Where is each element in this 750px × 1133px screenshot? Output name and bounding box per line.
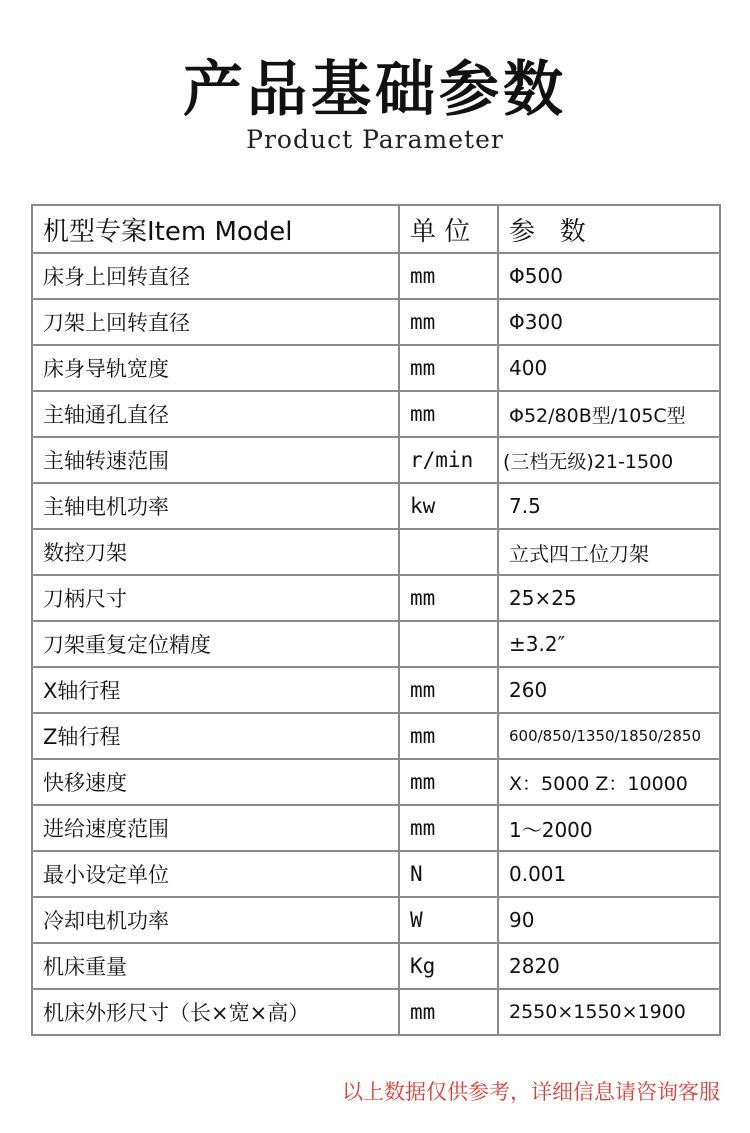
row-item: 主轴电机功率 — [32, 483, 399, 529]
row-value: 260 — [498, 667, 720, 713]
disclaimer-note: 以上数据仅供参考，详细信息请咨询客服 — [342, 1080, 720, 1104]
table-row — [32, 713, 720, 759]
table-row — [32, 989, 720, 1035]
table-row — [32, 529, 720, 575]
table-row — [32, 345, 720, 391]
row-item: 机床重量 — [32, 943, 399, 989]
row-item: 数控刀架 — [32, 529, 399, 575]
row-unit: mm — [399, 253, 498, 299]
row-value: ±3.2″ — [498, 621, 720, 667]
table-row — [32, 851, 720, 897]
row-item: 床身导轨宽度 — [32, 345, 399, 391]
row-unit: W — [399, 897, 498, 943]
table-header-row — [32, 205, 720, 253]
row-item: 最小设定单位 — [32, 851, 399, 897]
row-item: 进给速度范围 — [32, 805, 399, 851]
row-item: 快移速度 — [32, 759, 399, 805]
row-unit: mm — [399, 759, 498, 805]
row-value: 600/850/1350/1850/2850 — [498, 713, 720, 759]
row-unit: mm — [399, 345, 498, 391]
row-unit: mm — [399, 667, 498, 713]
row-item: 主轴通孔直径 — [32, 391, 399, 437]
column-header-unit: 单 位 — [399, 205, 498, 253]
row-unit — [399, 529, 498, 575]
page-title: 产品基础参数 — [183, 55, 567, 125]
row-item: 刀架重复定位精度 — [32, 621, 399, 667]
table-row — [32, 253, 720, 299]
row-value: 25×25 — [498, 575, 720, 621]
table-row — [32, 483, 720, 529]
row-value: Φ300 — [498, 299, 720, 345]
row-value: 400 — [498, 345, 720, 391]
row-value: 90 — [498, 897, 720, 943]
row-item: Z轴行程 — [32, 713, 399, 759]
row-unit — [399, 621, 498, 667]
row-unit: Kg — [399, 943, 498, 989]
table-row — [32, 575, 720, 621]
row-unit: mm — [399, 575, 498, 621]
column-header-value: 参 数 — [498, 205, 720, 253]
row-item: X轴行程 — [32, 667, 399, 713]
row-value: 1～2000 — [498, 805, 720, 851]
row-value: Φ52/80B型/105C型 — [498, 391, 720, 437]
row-unit: r/min — [399, 437, 498, 483]
table-row — [32, 759, 720, 805]
row-item: 机床外形尺寸（长×宽×高） — [32, 989, 399, 1035]
row-item: 刀柄尺寸 — [32, 575, 399, 621]
page-subtitle: Product Parameter — [246, 125, 504, 154]
row-unit: mm — [399, 989, 498, 1035]
table-row — [32, 943, 720, 989]
row-unit: mm — [399, 299, 498, 345]
row-value: 7.5 — [498, 483, 720, 529]
row-item: 主轴转速范围 — [32, 437, 399, 483]
row-value: Φ500 — [498, 253, 720, 299]
row-value: X：5000 Z：10000 — [498, 759, 720, 805]
row-unit: mm — [399, 391, 498, 437]
row-value: (三档无级)21-1500 — [498, 437, 720, 483]
column-header-item: 机型专案Item Model — [32, 205, 399, 253]
table-row — [32, 897, 720, 943]
table-row — [32, 805, 720, 851]
table-row — [32, 391, 720, 437]
parameter-table — [31, 204, 721, 1036]
row-value: 2550×1550×1900 — [498, 989, 720, 1035]
table-row — [32, 299, 720, 345]
row-unit: mm — [399, 805, 498, 851]
row-value: 2820 — [498, 943, 720, 989]
row-value: 0.001 — [498, 851, 720, 897]
row-item: 刀架上回转直径 — [32, 299, 399, 345]
table-row — [32, 667, 720, 713]
table-row — [32, 437, 720, 483]
row-unit: mm — [399, 713, 498, 759]
row-item: 冷却电机功率 — [32, 897, 399, 943]
row-unit: kw — [399, 483, 498, 529]
table-row — [32, 621, 720, 667]
row-value: 立式四工位刀架 — [498, 529, 720, 575]
row-item: 床身上回转直径 — [32, 253, 399, 299]
row-unit: N — [399, 851, 498, 897]
